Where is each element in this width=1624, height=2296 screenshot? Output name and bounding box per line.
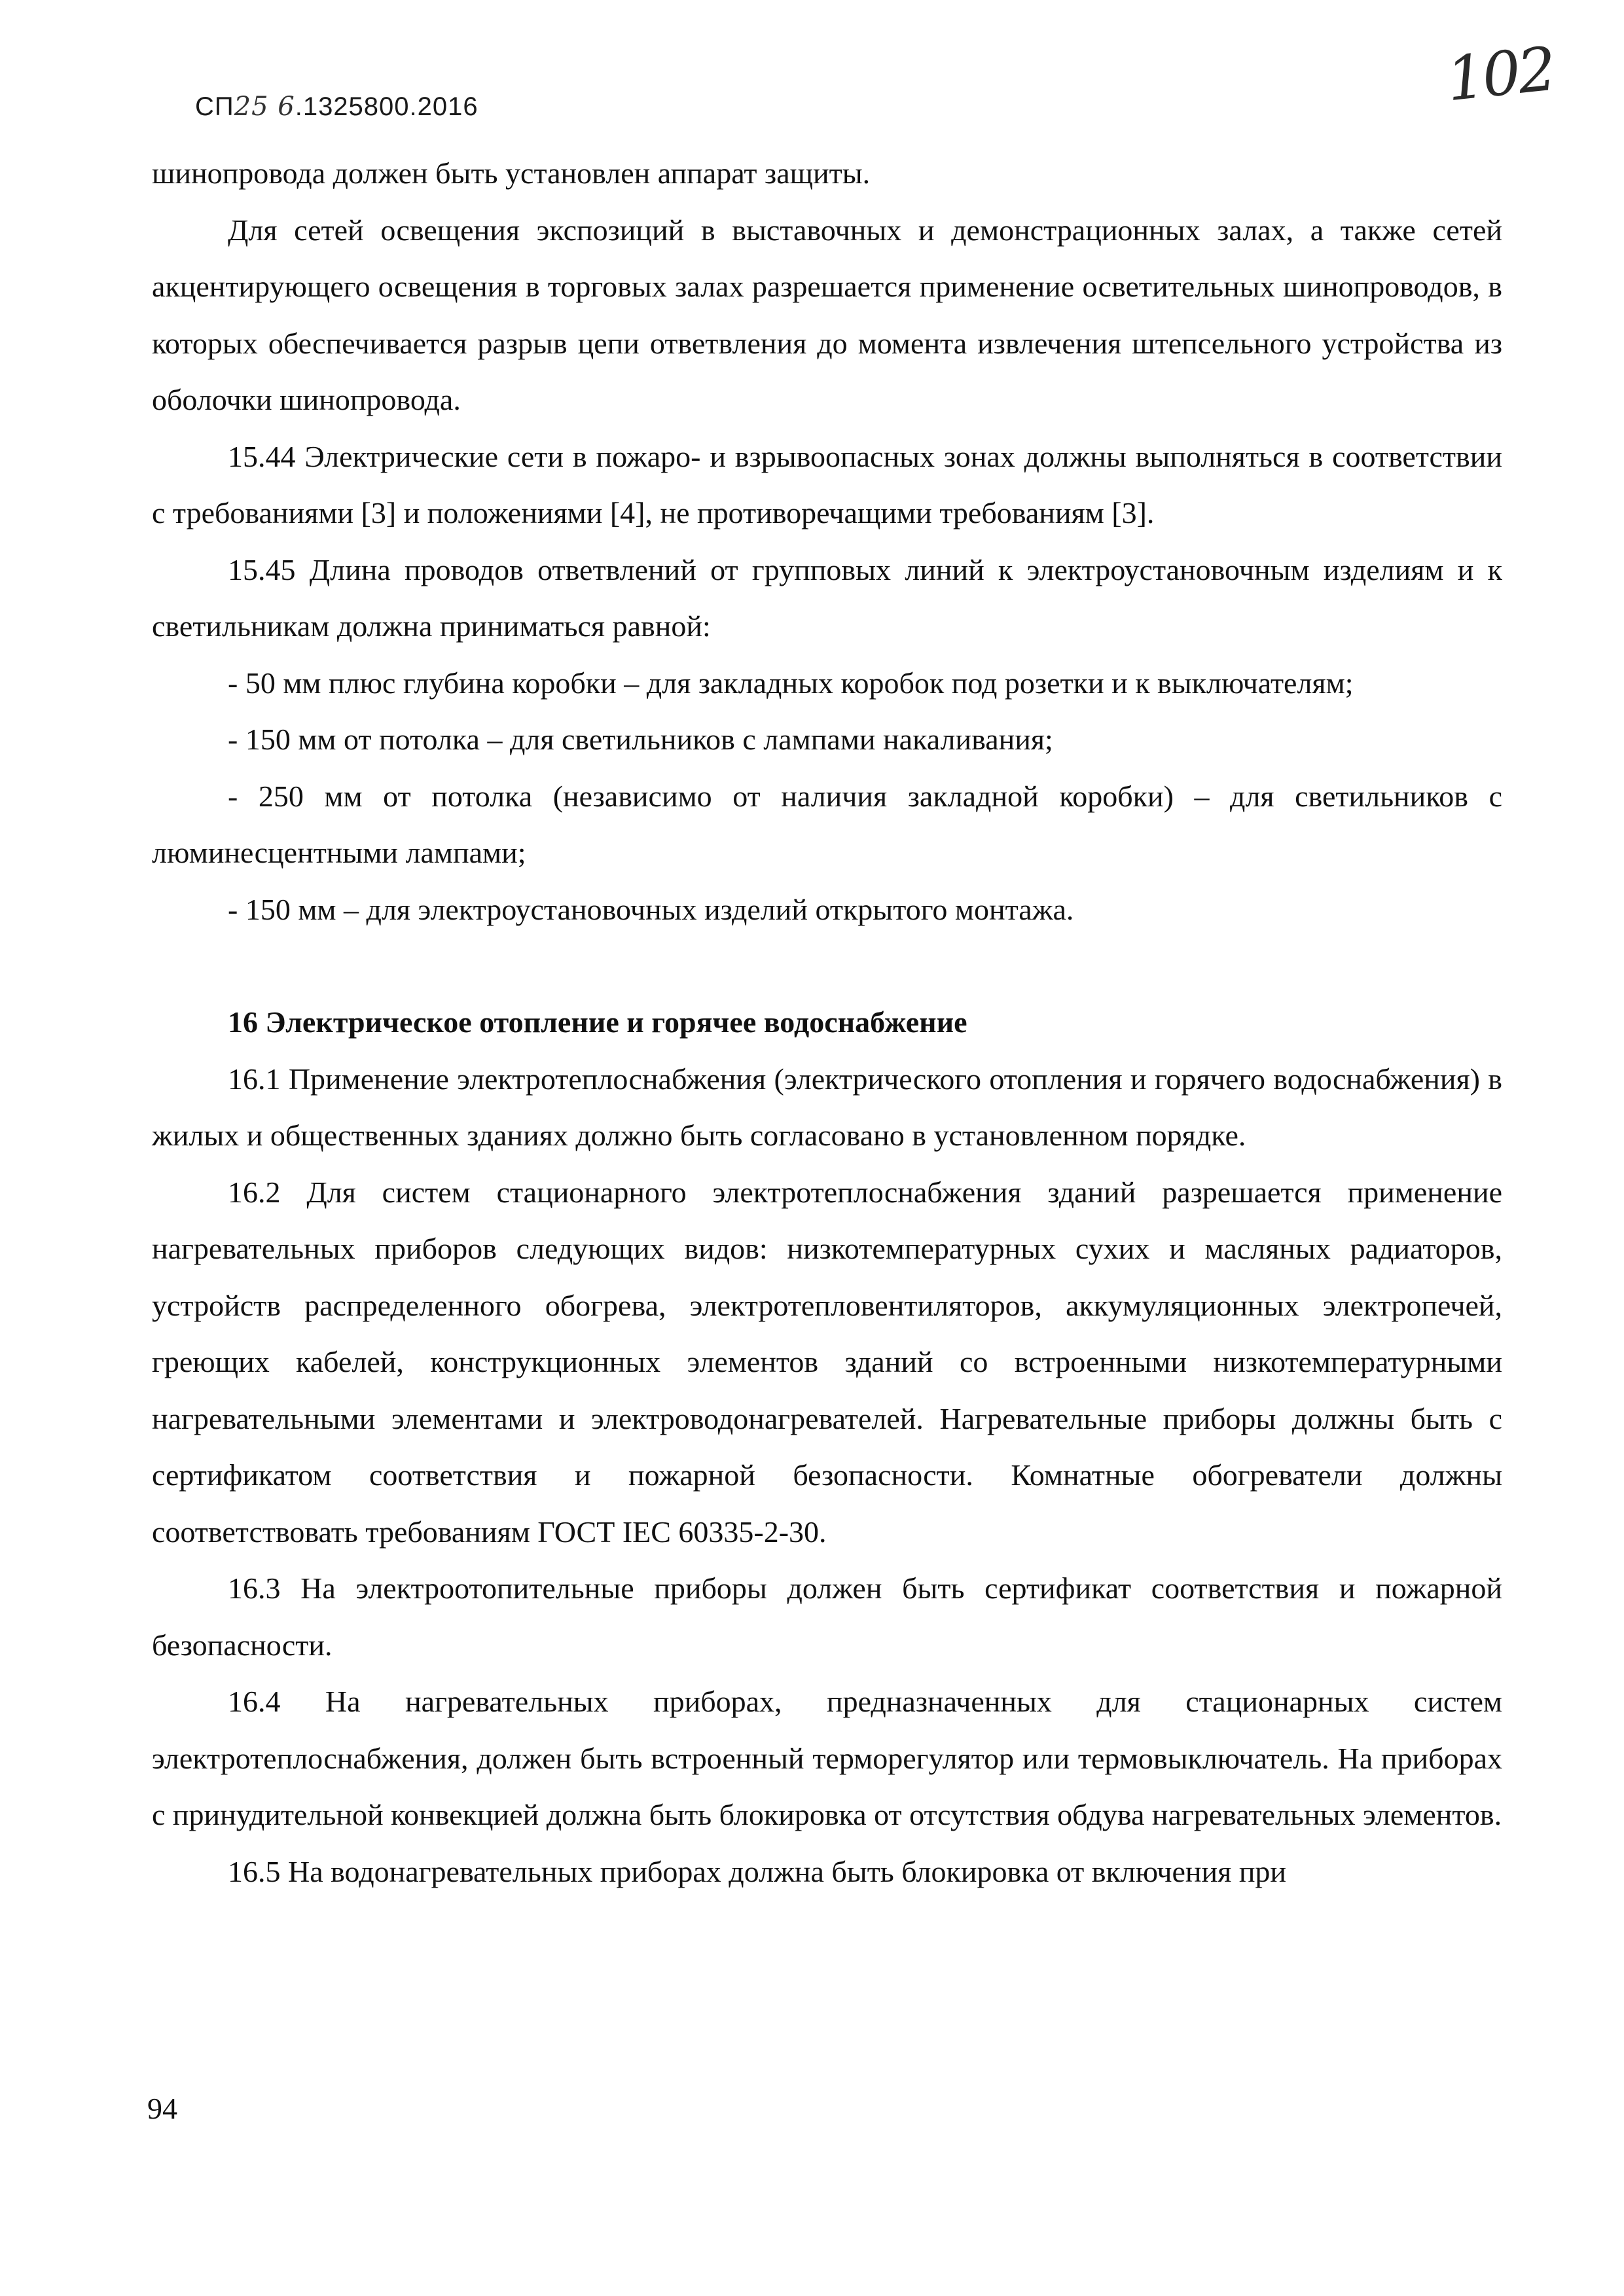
paragraph-16-3: 16.3 На электроотопительные приборы должен быть сертификат соответствия и пожарной безопасности. bbox=[152, 1571, 1502, 1662]
doc-code-handwritten: 25 6 bbox=[234, 92, 295, 122]
doc-code-suffix: .1325800.2016 bbox=[295, 92, 478, 121]
list-item: - 150 мм от потолка – для светильников с лампами накаливания; bbox=[228, 723, 1053, 756]
paragraph-continuation: шинопровода должен быть установлен аппарат защиты. bbox=[152, 156, 871, 190]
list-item: - 150 мм – для электроустановочных изделий открытого монтажа. bbox=[228, 892, 1074, 926]
paragraph-15-44: 15.44 Электрические сети в пожаро- и взрывоопасных зонах должны выполняться в соответствии с требованиями [3] и положениями [4], не противоречащими требованиям [3]. bbox=[152, 439, 1502, 529]
page-number: 94 bbox=[147, 2092, 177, 2125]
paragraph-16-5: 16.5 На водонагревательных приборах должна быть блокировка от включения при bbox=[228, 1854, 1287, 1888]
list-item: - 50 мм плюс глубина коробки – для закладных коробок под розетки и к выключателям; bbox=[228, 666, 1354, 700]
paragraph-15-45: 15.45 Длина проводов ответвлений от групповых линий к электроустановочным изделиям и к светильникам должна приниматься равной: bbox=[152, 552, 1502, 643]
doc-code-prefix: СП bbox=[195, 92, 234, 121]
document-body bbox=[152, 145, 1502, 1900]
paragraph-16-4: 16.4 На нагревательных приборах, предназначенных для стационарных систем электротеплоснабжения, должен быть встроенный терморегулятор или термовыключатель. На приборах с принудительной конвекцией должна быть блокировка от отсутствия обдува нагревательных элементов. bbox=[152, 1685, 1502, 1831]
paragraph-exhibit-lighting: Для сетей освещения экспозиций в выставочных и демонстрационных залах, а также сетей акцентирующего освещения в торговых залах разрешается применение осветительных шинопроводов, в которых обеспечивается разрыв цепи ответвления до момента извлечения штепсельного устройства из оболочки шинопровода. bbox=[152, 213, 1502, 416]
paragraph-16-1: 16.1 Применение электротеплоснабжения (электрического отопления и горячего водоснабжения) в жилых и общественных зданиях должно быть согласовано в установленном порядке. bbox=[152, 1062, 1502, 1152]
list-item: - 250 мм от потолка (независимо от наличия закладной коробки) – для светильников с люминесцентными лампами; bbox=[152, 779, 1502, 869]
handwritten-sheet-number: 102 bbox=[1443, 33, 1557, 115]
section-16-heading: 16 Электрическое отопление и горячее водоснабжение bbox=[228, 1005, 967, 1039]
paragraph-16-2: 16.2 Для систем стационарного электротеплоснабжения зданий разрешается применение нагревательных приборов следующих видов: низкотемпературных сухих и масляных радиаторов, устройств распределенного обогрева, электротепловентиляторов, аккумуляционных электропечей, греющих кабелей, конструкционных элементов зданий со встроенными низкотемпературными нагревательными элементами и электроводонагревателей. Нагревательные приборы должны быть с сертификатом соответствия и пожарной безопасности. Комнатные обогреватели должны соответствовать требованиям ГОСТ IEC 60335-2-30. bbox=[152, 1175, 1502, 1549]
document-code bbox=[195, 92, 478, 122]
